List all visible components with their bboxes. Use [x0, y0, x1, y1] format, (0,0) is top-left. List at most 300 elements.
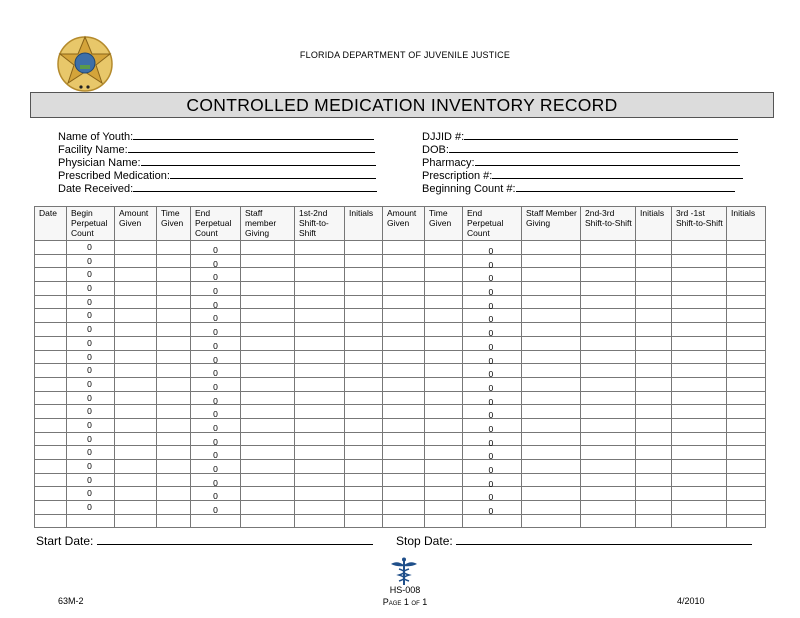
table-cell[interactable]: [67, 364, 115, 378]
table-cell[interactable]: [157, 514, 191, 528]
table-cell[interactable]: [115, 432, 157, 446]
table-cell[interactable]: [383, 309, 425, 323]
table-cell[interactable]: [157, 446, 191, 460]
table-cell[interactable]: [67, 336, 115, 350]
name-of-youth-input[interactable]: [133, 130, 374, 140]
table-cell[interactable]: [522, 432, 581, 446]
table-cell[interactable]: [636, 309, 672, 323]
table-cell[interactable]: [636, 391, 672, 405]
table-cell[interactable]: [581, 268, 636, 282]
table-cell[interactable]: [115, 405, 157, 419]
table-cell[interactable]: [727, 336, 766, 350]
table-cell[interactable]: [157, 418, 191, 432]
table-cell[interactable]: [241, 323, 295, 337]
table-cell[interactable]: [241, 487, 295, 501]
table-cell[interactable]: [191, 309, 241, 323]
table-cell[interactable]: [191, 446, 241, 460]
table-cell[interactable]: [191, 268, 241, 282]
table-cell[interactable]: [157, 282, 191, 296]
table-cell[interactable]: [383, 268, 425, 282]
table-cell[interactable]: [727, 391, 766, 405]
table-cell[interactable]: [463, 268, 522, 282]
table-cell[interactable]: [672, 391, 727, 405]
table-cell[interactable]: [115, 460, 157, 474]
physician-name-input[interactable]: [141, 156, 376, 166]
table-cell[interactable]: [522, 446, 581, 460]
table-cell[interactable]: [425, 432, 463, 446]
table-cell[interactable]: [67, 295, 115, 309]
table-cell[interactable]: [522, 323, 581, 337]
table-cell[interactable]: [672, 282, 727, 296]
table-cell[interactable]: [241, 418, 295, 432]
table-cell[interactable]: [727, 501, 766, 515]
table-cell[interactable]: [522, 377, 581, 391]
table-cell[interactable]: [241, 364, 295, 378]
table-cell[interactable]: [425, 309, 463, 323]
table-cell[interactable]: [67, 514, 115, 528]
table-cell[interactable]: [727, 473, 766, 487]
table-cell[interactable]: [35, 350, 67, 364]
table-cell[interactable]: [727, 487, 766, 501]
table-cell[interactable]: [672, 446, 727, 460]
table-cell[interactable]: [727, 377, 766, 391]
table-cell[interactable]: [383, 241, 425, 255]
table-cell[interactable]: [727, 268, 766, 282]
beginning-count-input[interactable]: [516, 182, 735, 192]
table-cell[interactable]: [67, 282, 115, 296]
table-cell[interactable]: [463, 460, 522, 474]
table-cell[interactable]: [672, 432, 727, 446]
table-cell[interactable]: [191, 460, 241, 474]
table-cell[interactable]: [157, 405, 191, 419]
physician-name-field[interactable]: [58, 156, 376, 170]
table-cell[interactable]: [425, 418, 463, 432]
table-cell[interactable]: [241, 295, 295, 309]
table-cell[interactable]: [241, 501, 295, 515]
table-cell[interactable]: [581, 241, 636, 255]
table-cell[interactable]: [727, 460, 766, 474]
table-cell[interactable]: [636, 254, 672, 268]
table-cell[interactable]: [636, 487, 672, 501]
table-cell[interactable]: [672, 295, 727, 309]
table-cell[interactable]: [35, 254, 67, 268]
table-cell[interactable]: [67, 268, 115, 282]
table-cell[interactable]: [241, 309, 295, 323]
table-cell[interactable]: [383, 364, 425, 378]
table-cell[interactable]: [345, 323, 383, 337]
table-cell[interactable]: [295, 295, 345, 309]
table-cell[interactable]: [522, 514, 581, 528]
name-of-youth-field[interactable]: [58, 130, 374, 144]
table-cell[interactable]: [636, 336, 672, 350]
table-cell[interactable]: [383, 336, 425, 350]
table-cell[interactable]: [672, 241, 727, 255]
table-cell[interactable]: [157, 473, 191, 487]
table-cell[interactable]: [522, 336, 581, 350]
table-cell[interactable]: [241, 254, 295, 268]
table-cell[interactable]: [157, 350, 191, 364]
table-cell[interactable]: [35, 391, 67, 405]
table-cell[interactable]: [157, 377, 191, 391]
table-cell[interactable]: [67, 405, 115, 419]
table-cell[interactable]: [383, 282, 425, 296]
table-cell[interactable]: [295, 364, 345, 378]
table-cell[interactable]: [522, 501, 581, 515]
table-cell[interactable]: [35, 268, 67, 282]
table-cell[interactable]: [727, 309, 766, 323]
table-cell[interactable]: [463, 487, 522, 501]
table-cell[interactable]: [295, 391, 345, 405]
table-cell[interactable]: [425, 473, 463, 487]
table-cell[interactable]: [425, 268, 463, 282]
table-cell[interactable]: [295, 241, 345, 255]
table-cell[interactable]: [425, 501, 463, 515]
table-cell[interactable]: [425, 323, 463, 337]
table-cell[interactable]: [425, 282, 463, 296]
table-cell[interactable]: [727, 295, 766, 309]
table-cell[interactable]: [672, 336, 727, 350]
table-cell[interactable]: [345, 282, 383, 296]
table-cell[interactable]: [157, 254, 191, 268]
table-cell[interactable]: [463, 364, 522, 378]
table-cell[interactable]: [35, 487, 67, 501]
table-cell[interactable]: [67, 377, 115, 391]
table-cell[interactable]: [67, 309, 115, 323]
table-cell[interactable]: [191, 487, 241, 501]
table-cell[interactable]: [636, 405, 672, 419]
table-cell[interactable]: [425, 254, 463, 268]
table-cell[interactable]: [191, 254, 241, 268]
table-cell[interactable]: [157, 364, 191, 378]
table-cell[interactable]: [345, 295, 383, 309]
table-cell[interactable]: [345, 309, 383, 323]
table-cell[interactable]: [383, 446, 425, 460]
table-cell[interactable]: [581, 418, 636, 432]
table-cell[interactable]: [35, 405, 67, 419]
table-cell[interactable]: [191, 418, 241, 432]
table-cell[interactable]: [191, 501, 241, 515]
table-cell[interactable]: [383, 418, 425, 432]
table-cell[interactable]: [345, 405, 383, 419]
table-cell[interactable]: [727, 323, 766, 337]
table-cell[interactable]: [191, 473, 241, 487]
table-cell[interactable]: [383, 460, 425, 474]
table-cell[interactable]: [383, 254, 425, 268]
table-cell[interactable]: [672, 254, 727, 268]
table-cell[interactable]: [636, 295, 672, 309]
table-cell[interactable]: [581, 254, 636, 268]
table-cell[interactable]: [241, 241, 295, 255]
table-cell[interactable]: [636, 377, 672, 391]
table-cell[interactable]: [727, 241, 766, 255]
table-cell[interactable]: [345, 364, 383, 378]
table-cell[interactable]: [241, 446, 295, 460]
table-cell[interactable]: [636, 473, 672, 487]
table-cell[interactable]: [295, 282, 345, 296]
table-cell[interactable]: [463, 432, 522, 446]
table-cell[interactable]: [636, 323, 672, 337]
table-cell[interactable]: [191, 241, 241, 255]
table-cell[interactable]: [115, 364, 157, 378]
table-cell[interactable]: [425, 391, 463, 405]
prescription-input[interactable]: [492, 169, 743, 179]
table-cell[interactable]: [581, 405, 636, 419]
table-cell[interactable]: [241, 282, 295, 296]
table-cell[interactable]: [295, 501, 345, 515]
start-date-field[interactable]: [36, 534, 373, 548]
table-cell[interactable]: [345, 377, 383, 391]
table-cell[interactable]: [241, 514, 295, 528]
table-cell[interactable]: [35, 432, 67, 446]
table-cell[interactable]: [383, 432, 425, 446]
pharmacy-input[interactable]: [475, 156, 740, 166]
table-cell[interactable]: [581, 350, 636, 364]
table-cell[interactable]: [115, 282, 157, 296]
table-cell[interactable]: [191, 336, 241, 350]
table-cell[interactable]: [522, 487, 581, 501]
table-cell[interactable]: [295, 377, 345, 391]
pharmacy-field[interactable]: [422, 156, 740, 170]
table-cell[interactable]: [157, 460, 191, 474]
table-cell[interactable]: [727, 254, 766, 268]
table-cell[interactable]: [241, 268, 295, 282]
table-cell[interactable]: [522, 473, 581, 487]
table-cell[interactable]: [425, 295, 463, 309]
table-cell[interactable]: [636, 350, 672, 364]
prescribed-medication-field[interactable]: [58, 169, 376, 183]
table-cell[interactable]: [191, 350, 241, 364]
table-cell[interactable]: [191, 391, 241, 405]
table-cell[interactable]: [345, 446, 383, 460]
table-cell[interactable]: [636, 514, 672, 528]
table-cell[interactable]: [157, 487, 191, 501]
prescription-field[interactable]: [422, 169, 743, 183]
table-cell[interactable]: [636, 432, 672, 446]
table-cell[interactable]: [295, 473, 345, 487]
stop-date-field[interactable]: [396, 534, 752, 548]
table-cell[interactable]: [522, 350, 581, 364]
table-cell[interactable]: [383, 295, 425, 309]
table-cell[interactable]: [425, 405, 463, 419]
table-cell[interactable]: [383, 501, 425, 515]
table-cell[interactable]: [672, 364, 727, 378]
table-cell[interactable]: [295, 514, 345, 528]
table-cell[interactable]: [115, 377, 157, 391]
table-cell[interactable]: [425, 514, 463, 528]
table-cell[interactable]: [35, 323, 67, 337]
table-cell[interactable]: [581, 514, 636, 528]
table-cell[interactable]: [67, 241, 115, 255]
table-cell[interactable]: [115, 418, 157, 432]
table-cell[interactable]: [115, 501, 157, 515]
table-cell[interactable]: [581, 282, 636, 296]
table-cell[interactable]: [463, 282, 522, 296]
table-cell[interactable]: [522, 254, 581, 268]
table-cell[interactable]: [463, 418, 522, 432]
table-cell[interactable]: [425, 241, 463, 255]
table-cell[interactable]: [425, 364, 463, 378]
table-cell[interactable]: [157, 501, 191, 515]
table-cell[interactable]: [463, 405, 522, 419]
table-cell[interactable]: [35, 295, 67, 309]
table-cell[interactable]: [295, 487, 345, 501]
table-cell[interactable]: [295, 254, 345, 268]
table-cell[interactable]: [425, 336, 463, 350]
table-cell[interactable]: [522, 460, 581, 474]
table-cell[interactable]: [241, 432, 295, 446]
table-cell[interactable]: [241, 405, 295, 419]
table-cell[interactable]: [383, 377, 425, 391]
table-cell[interactable]: [191, 377, 241, 391]
table-cell[interactable]: [672, 268, 727, 282]
table-cell[interactable]: [425, 377, 463, 391]
table-cell[interactable]: [345, 432, 383, 446]
table-cell[interactable]: [425, 460, 463, 474]
table-cell[interactable]: [463, 514, 522, 528]
table-cell[interactable]: [636, 418, 672, 432]
table-cell[interactable]: [35, 418, 67, 432]
table-cell[interactable]: [115, 268, 157, 282]
start-date-input[interactable]: [97, 534, 373, 545]
table-cell[interactable]: [157, 432, 191, 446]
table-cell[interactable]: [672, 405, 727, 419]
table-cell[interactable]: [295, 432, 345, 446]
table-cell[interactable]: [115, 391, 157, 405]
table-cell[interactable]: [157, 268, 191, 282]
table-cell[interactable]: [581, 501, 636, 515]
table-cell[interactable]: [581, 336, 636, 350]
table-cell[interactable]: [67, 460, 115, 474]
table-cell[interactable]: [581, 391, 636, 405]
table-cell[interactable]: [672, 377, 727, 391]
table-cell[interactable]: [157, 309, 191, 323]
table-cell[interactable]: [191, 323, 241, 337]
table-cell[interactable]: [345, 487, 383, 501]
table-cell[interactable]: [581, 295, 636, 309]
table-cell[interactable]: [295, 323, 345, 337]
table-cell[interactable]: [115, 295, 157, 309]
table-cell[interactable]: [35, 473, 67, 487]
table-cell[interactable]: [115, 446, 157, 460]
table-cell[interactable]: [522, 268, 581, 282]
table-cell[interactable]: [295, 268, 345, 282]
table-cell[interactable]: [345, 254, 383, 268]
table-cell[interactable]: [727, 514, 766, 528]
table-cell[interactable]: [522, 405, 581, 419]
table-cell[interactable]: [295, 405, 345, 419]
date-received-input[interactable]: [133, 182, 377, 192]
table-cell[interactable]: [345, 391, 383, 405]
table-cell[interactable]: [636, 460, 672, 474]
table-cell[interactable]: [35, 364, 67, 378]
table-cell[interactable]: [463, 309, 522, 323]
table-cell[interactable]: [672, 487, 727, 501]
table-cell[interactable]: [35, 514, 67, 528]
table-cell[interactable]: [463, 473, 522, 487]
table-cell[interactable]: [463, 336, 522, 350]
table-cell[interactable]: [345, 336, 383, 350]
table-cell[interactable]: [581, 460, 636, 474]
table-cell[interactable]: [35, 336, 67, 350]
table-cell[interactable]: [67, 487, 115, 501]
djjid-input[interactable]: [464, 130, 738, 140]
table-cell[interactable]: [581, 309, 636, 323]
table-cell[interactable]: [727, 282, 766, 296]
table-cell[interactable]: [241, 377, 295, 391]
dob-input[interactable]: [449, 143, 738, 153]
table-cell[interactable]: [191, 295, 241, 309]
table-cell[interactable]: [463, 254, 522, 268]
table-cell[interactable]: [345, 241, 383, 255]
table-cell[interactable]: [581, 473, 636, 487]
table-cell[interactable]: [581, 377, 636, 391]
table-cell[interactable]: [67, 501, 115, 515]
table-cell[interactable]: [672, 350, 727, 364]
table-cell[interactable]: [35, 501, 67, 515]
table-cell[interactable]: [115, 473, 157, 487]
table-cell[interactable]: [463, 446, 522, 460]
table-cell[interactable]: [241, 391, 295, 405]
table-cell[interactable]: [35, 309, 67, 323]
table-cell[interactable]: [672, 460, 727, 474]
table-cell[interactable]: [67, 254, 115, 268]
table-cell[interactable]: [636, 268, 672, 282]
table-cell[interactable]: [115, 487, 157, 501]
table-cell[interactable]: [191, 514, 241, 528]
table-cell[interactable]: [636, 364, 672, 378]
table-cell[interactable]: [35, 282, 67, 296]
table-cell[interactable]: [463, 241, 522, 255]
table-cell[interactable]: [345, 473, 383, 487]
table-cell[interactable]: [727, 418, 766, 432]
facility-name-input[interactable]: [128, 143, 375, 153]
table-cell[interactable]: [522, 241, 581, 255]
table-cell[interactable]: [672, 473, 727, 487]
table-cell[interactable]: [522, 418, 581, 432]
table-cell[interactable]: [295, 418, 345, 432]
table-cell[interactable]: [522, 282, 581, 296]
table-cell[interactable]: [35, 446, 67, 460]
date-received-field[interactable]: [58, 182, 377, 196]
table-cell[interactable]: [115, 241, 157, 255]
table-cell[interactable]: [295, 309, 345, 323]
table-cell[interactable]: [636, 446, 672, 460]
table-cell[interactable]: [463, 377, 522, 391]
table-cell[interactable]: [115, 254, 157, 268]
table-cell[interactable]: [727, 432, 766, 446]
table-cell[interactable]: [345, 268, 383, 282]
table-cell[interactable]: [191, 405, 241, 419]
table-cell[interactable]: [115, 323, 157, 337]
table-cell[interactable]: [463, 350, 522, 364]
table-cell[interactable]: [522, 309, 581, 323]
table-cell[interactable]: [345, 501, 383, 515]
table-cell[interactable]: [581, 432, 636, 446]
table-cell[interactable]: [581, 323, 636, 337]
table-cell[interactable]: [241, 350, 295, 364]
table-cell[interactable]: [345, 418, 383, 432]
table-cell[interactable]: [383, 514, 425, 528]
table-cell[interactable]: [672, 514, 727, 528]
table-cell[interactable]: [35, 460, 67, 474]
table-cell[interactable]: [157, 295, 191, 309]
table-cell[interactable]: [295, 350, 345, 364]
table-cell[interactable]: [157, 391, 191, 405]
table-cell[interactable]: [67, 446, 115, 460]
table-cell[interactable]: [295, 460, 345, 474]
table-cell[interactable]: [672, 501, 727, 515]
table-cell[interactable]: [581, 487, 636, 501]
